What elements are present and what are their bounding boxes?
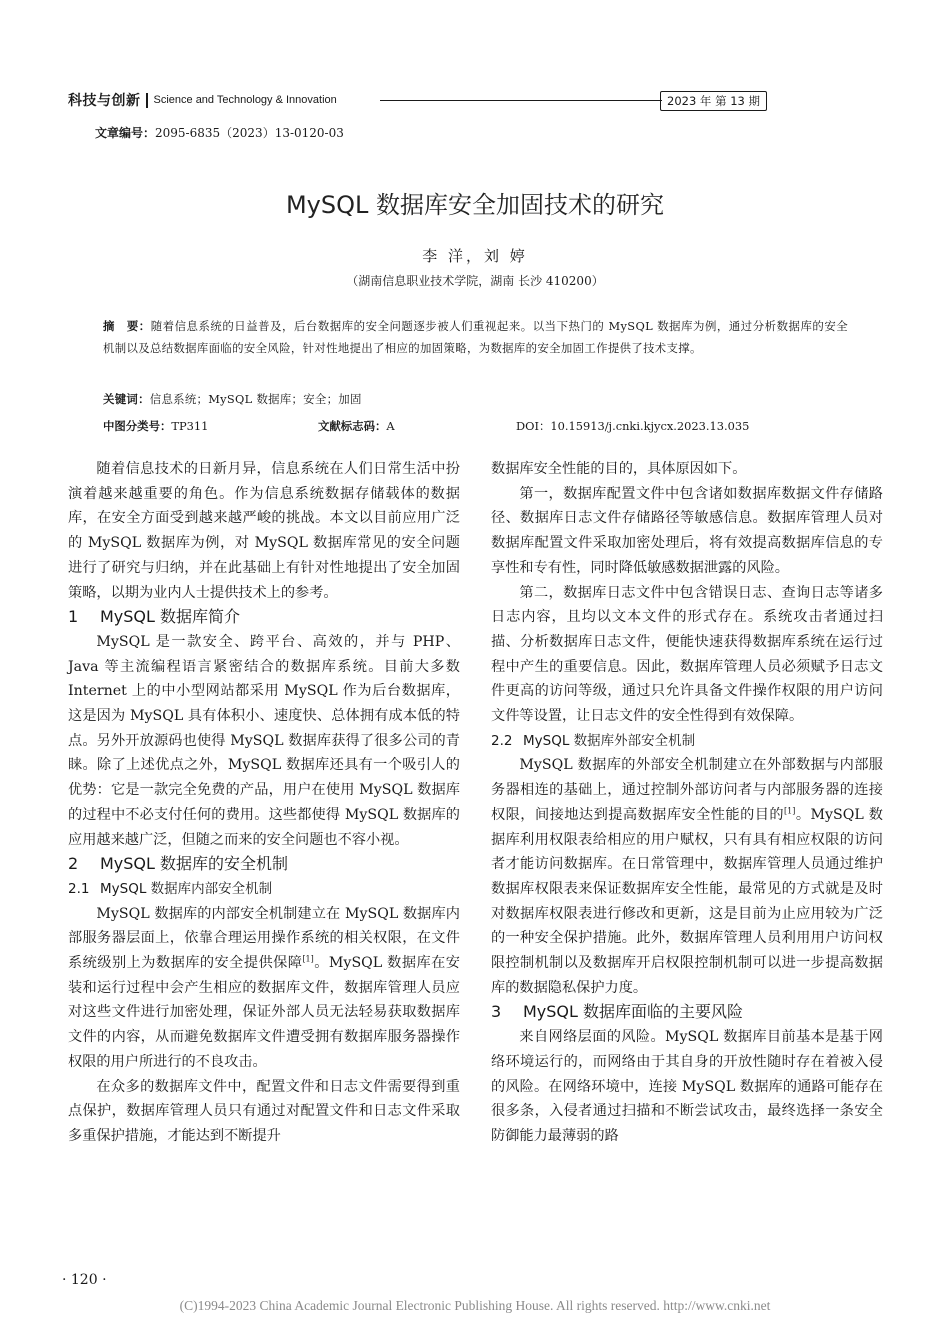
section-2-1-paragraph-2: 在众多的数据库文件中，配置文件和日志文件需要得到重点保护，数据库管理人员只有通过对配置文件和日志文件采取多重保护措施，才能达到不断提升: [68, 1078, 460, 1144]
section-2-2-heading: [491, 729, 883, 754]
section-3-paragraph: 来自网络层面的风险。MySQL 数据库目前基本是基于网络环境运行的，而网络由于其自身的开放性随时存在着被入侵的风险。在网络环境中，连接 MySQL 数据库的通路可能存在很多条，入侵者通过扫描和不断尝试攻击，最终选择一条安全防御能力最薄弱的路: [491, 1029, 883, 1144]
section-3-title: MySQL 数据库面临的主要风险: [523, 1002, 744, 1022]
section-2-number: 2: [68, 854, 79, 874]
doi: DOI：10.15913/j.cnki.kjycx.2023.13.035: [516, 419, 750, 433]
keywords: [103, 391, 362, 407]
section-2-2-paragraph: [491, 753, 883, 1000]
page-number: · 120 ·: [62, 1272, 107, 1288]
keywords-text: 信息系统；MySQL 数据库；安全；加固: [149, 392, 362, 406]
section-2-1-title: MySQL 数据库内部安全机制: [100, 880, 273, 897]
paper-affiliation: （湖南信息职业技术学院，湖南 长沙 410200）: [346, 274, 604, 288]
second-point-paragraph: 第二，数据库日志文件中包含错误日志、查询日志等诸多日志内容，且均以文本文件的形式存在。系统攻击者通过扫描、分析数据库日志文件，便能快速获得数据库系统在运行过程中产生的重要信息。因此，数据库管理人员必须赋予日志文件更高的访问等级，通过只允许具备文件操作权限的用户访问文件等设置，让日志文件的安全性得到有效保障。: [491, 584, 883, 725]
article-number-value: 2095-6835（2023）13-0120-03: [155, 126, 344, 140]
paper-authors: 李 洋，刘 婷: [422, 247, 528, 265]
continued-paragraph: 数据库安全性能的目的，具体原因如下。: [491, 461, 747, 477]
article-number: [95, 124, 344, 141]
abstract-text: 随着信息系统的日益普及，后台数据库的安全问题逐步被人们重视起来。以当下热门的 MySQL 数据库为例，通过分析数据库的安全机制以及总结数据库面临的安全风险，针对性地提出了相应的加固策略，为数据库的安全加固工作提供了技术支撑。: [103, 319, 848, 355]
first-point-paragraph: 第一，数据库配置文件中包含诸如数据库数据文件存储路径、数据库日志文件存储路径等敏感信息。数据库管理人员对数据库配置文件采取加密处理后，将有效提高数据库信息的专享性和专有性，同时降低敏感数据泄露的风险。: [491, 485, 883, 576]
document-code: [318, 418, 395, 434]
doc-code-value: A: [386, 419, 395, 433]
journal-name-en: Science and Technology & Innovation: [153, 94, 337, 106]
header-separator: [146, 93, 148, 108]
section-2-1-number: 2.1: [68, 880, 90, 897]
section-2-2-number: 2.2: [491, 732, 513, 749]
left-column: [68, 457, 460, 1149]
copyright-footer: (C)1994-2023 China Academic Journal Electronic Publishing House. All rights reserved. http://www.cnki.net: [179, 1298, 771, 1313]
keywords-label: 关键词：: [103, 392, 150, 406]
right-column: [491, 457, 883, 1149]
paper-title: MySQL 数据库安全加固技术的研究: [285, 191, 665, 219]
clc-label: 中图分类号：: [103, 419, 172, 433]
section-1-number: 1: [68, 607, 79, 627]
section-2-1-text-b: 。MySQL 数据库在安装和运行过程中会产生相应的数据库文件，数据库管理人员应对这些文件进行加密处理，保证外部人员无法轻易获取数据库文件的内容，从而避免数据库文件遭受拥有数据库服务器操作权限的用户所进行的不良攻击。: [68, 955, 460, 1070]
section-2-title: MySQL 数据库的安全机制: [100, 854, 289, 874]
doc-code-label: 文献标志码：: [318, 419, 387, 433]
citation-ref: [1]: [302, 954, 314, 964]
journal-header: [68, 91, 337, 109]
section-2-2-title: MySQL 数据库外部安全机制: [523, 732, 696, 749]
clc-number: [103, 418, 208, 434]
intro-paragraph: 随着信息技术的日新月异，信息系统在人们日常生活中扮演着越来越重要的角色。作为信息系统数据存储载体的数据库，在安全方面受到越来越严峻的挑战。本文以目前应用广泛的 MySQL 数据库为例，对 MySQL 数据库常见的安全问题进行了研究与归纳，并在此基础上有针对性地提出了安全加固策略，以期为业内人士提供技术上的参考。: [68, 461, 460, 601]
section-2-2-text-a: MySQL 数据库的外部安全机制建立在外部数据与内部服务器相连的基础上，通过控制外部访问者与内部服务器的连接权限，间接地达到提高数据库安全性能的目的: [491, 757, 883, 823]
abstract-label: 摘 要：: [103, 319, 151, 333]
section-1-paragraph: MySQL 是一款安全、跨平台、高效的，并与 PHP、Java 等主流编程语言紧密结合的数据库系统。目前大多数 Internet 上的中小型网站都采用 MySQL 作为后台数据库，这是因为 MySQL 具有体积小、速度快、总体拥有成本低的特点。另外开放源码也使得 MySQL 数据库获得了很多公司的青睐。除了上述优点之外，MySQL 数据库还具有一个吸引人的优势：它是一款完全免费的产品，用户在使用 MySQL 数据库的过程中不必支付任何的费用。这些都使得 MySQL 数据库的应用越来越广泛，但随之而来的安全问题也不容小视。: [68, 633, 460, 848]
section-3-number: 3: [491, 1002, 502, 1022]
issue-badge: 2023 年 第 13 期: [660, 91, 767, 111]
section-1-heading: [68, 605, 460, 630]
citation-ref: [1]: [784, 806, 796, 816]
abstract: [103, 315, 848, 359]
section-2-1-text-a: MySQL 数据库的内部安全机制建立在 MySQL 数据库内部服务器层面上，依靠合理运用操作系统的相关权限，在文件系统级别上为数据库的安全提供保障: [68, 905, 460, 972]
article-number-label: 文章编号：: [95, 126, 156, 140]
section-2-heading: [68, 852, 460, 877]
section-2-2-text-b: 。MySQL 数据库利用权限表给相应的用户赋权，只有具有相应权限的访问者才能访问数据库。在日常管理中，数据库管理人员通过维护数据库权限表来保证数据库安全性能，最常见的方式就是及时对数据库权限表进行修改和更新，这是目前为止应用较为广泛的一种安全保护措施。此外，数据库管理人员利用用户访问权限控制机制以及数据库开启权限控制机制可以进一步提高数据库的数据隐私保护力度。: [491, 806, 883, 996]
section-2-1-paragraph-1: [68, 902, 460, 1075]
clc-value: TP311: [171, 419, 209, 433]
section-2-1-heading: [68, 877, 460, 902]
section-3-heading: [491, 1000, 883, 1025]
journal-name-cn: 科技与创新: [68, 93, 141, 109]
header-rule: [380, 100, 662, 101]
section-1-title: MySQL 数据库简介: [100, 607, 241, 627]
